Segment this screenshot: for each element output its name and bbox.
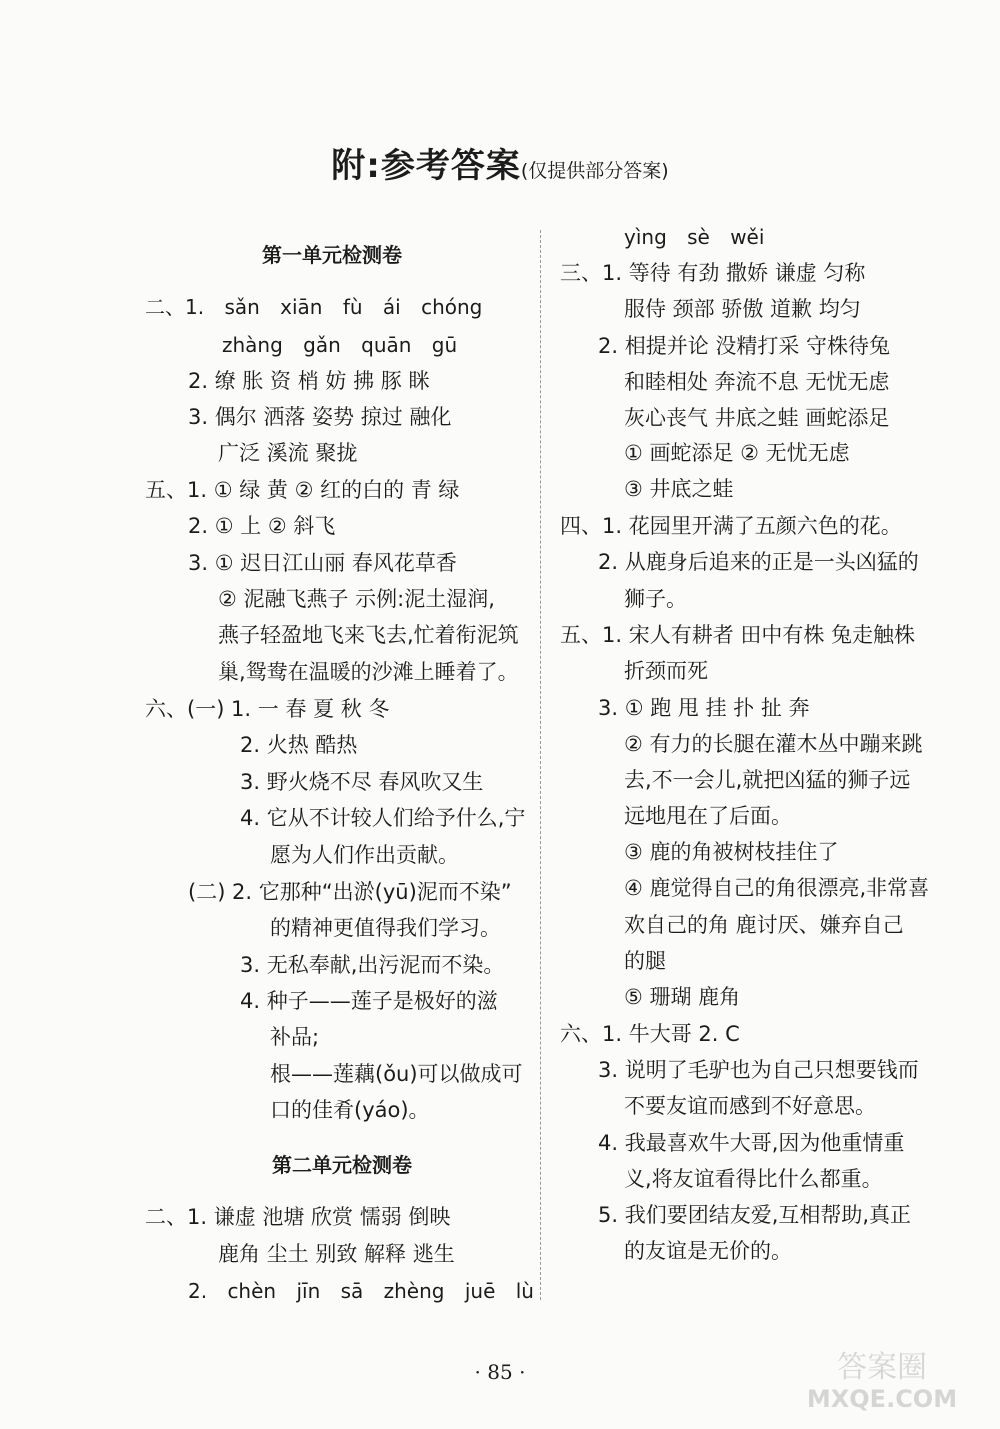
page-title	[0, 138, 1000, 187]
right-answer-line: ⑤ 珊瑚 鹿角	[624, 985, 741, 1009]
left-answer-line: 燕子轻盈地飞来飞去,忙着衔泥筑	[218, 623, 519, 647]
left-answer-line: 二、1. 谦虚 池塘 欣赏 懦弱 倒映	[145, 1205, 451, 1229]
right-answer-line: 不要友谊而感到不好意思。	[624, 1094, 876, 1118]
left-answer-line: 口的佳肴(yáo)。	[270, 1098, 430, 1122]
left-answer-line: 补品;	[270, 1025, 320, 1049]
right-answer-line: yìng sè wěi	[624, 225, 765, 249]
left-answer-line: 五、1. ① 绿 黄 ② 红的白的 青 绿	[145, 478, 460, 502]
right-answer-line: 和睦相处 奔流不息 无忧无虑	[624, 370, 890, 394]
watermark-url: MXQE.COM	[806, 1385, 958, 1413]
right-answer-line: ④ 鹿觉得自己的角很漂亮,非常喜	[624, 876, 930, 900]
right-answer-line: 的腿	[624, 949, 666, 973]
left-answer-line: 六、(一) 1. 一 春 夏 秋 冬	[145, 697, 390, 721]
right-answer-line: 远地甩在了后面。	[624, 804, 792, 828]
right-answer-line: 三、1. 等待 有劲 撒娇 谦虚 匀称	[560, 261, 866, 285]
left-answer-line: zhàng gǎn quān gū	[222, 333, 458, 357]
left-answer-line: 二、1. sǎn xiān fù ái chóng	[145, 295, 483, 319]
left-answer-line: 2. chèn jīn sā zhèng juē lù	[188, 1279, 534, 1303]
left-answer-line: 巢,鸳鸯在温暖的沙滩上睡着了。	[218, 660, 519, 684]
right-answer-line: 五、1. 宋人有耕者 田中有株 兔走触株	[560, 623, 916, 647]
left-answer-line: 2. ① 上 ② 斜飞	[188, 514, 336, 538]
right-answer-line: 服侍 颈部 骄傲 道歉 均匀	[624, 297, 861, 321]
right-answer-line: ③ 井底之蛙	[624, 477, 734, 501]
left-answer-line: 2. 火热 酷热	[240, 733, 358, 757]
right-answer-line: 折颈而死	[624, 659, 708, 683]
left-answer-line: 3. ① 迟日江山丽 春风花草香	[188, 551, 457, 575]
left-answer-line: (二) 2. 它那种“出淤(yū)泥而不染”	[188, 880, 512, 904]
answer-subheading: (仅提供部分答案)	[520, 160, 669, 182]
left-section-heading: 第一单元检测卷	[262, 243, 402, 267]
right-answer-line: 义,将友谊看得比什么都重。	[624, 1167, 883, 1191]
right-answer-line: 去,不一会儿,就把凶猛的狮子远	[624, 768, 911, 792]
right-answer-line: 2. 相提并论 没精打采 守株待兔	[598, 334, 891, 358]
right-answer-line: 2. 从鹿身后追来的正是一头凶猛的	[598, 550, 919, 574]
right-answer-line: 3. ① 跑 甩 挂 扑 扯 奔	[598, 696, 810, 720]
left-answer-line: 广泛 溪流 聚拢	[218, 441, 358, 465]
right-answer-line: ② 有力的长腿在灌木丛中蹦来跳	[624, 732, 923, 756]
right-answer-line: ③ 鹿的角被树枝挂住了	[624, 840, 839, 864]
left-answer-line: 愿为人们作出贡献。	[270, 843, 459, 867]
right-answer-line: 四、1. 花园里开满了五颜六色的花。	[560, 514, 902, 538]
left-answer-line: 3. 无私奉献,出污泥而不染。	[240, 953, 505, 977]
right-answer-line: 灰心丧气 井底之蛙 画蛇添足	[624, 406, 890, 430]
column-divider	[540, 230, 541, 1300]
right-answer-line: 3. 说明了毛驴也为自己只想要钱而	[598, 1058, 919, 1082]
left-answer-line: 的精神更值得我们学习。	[270, 916, 501, 940]
left-answer-line: 鹿角 尘土 别致 解释 逃生	[218, 1242, 455, 1266]
left-answer-line: 4. 种子——莲子是极好的滋	[240, 989, 498, 1013]
right-answer-line: 欢自己的角 鹿讨厌、嫌弃自己	[624, 913, 904, 937]
watermark-text: 答案圈	[837, 1350, 927, 1385]
right-answer-line: 5. 我们要团结友爱,互相帮助,真正	[598, 1203, 912, 1227]
watermark-logo	[782, 1345, 982, 1415]
left-answer-line: 3. 野火烧不尽 春风吹又生	[240, 770, 484, 794]
left-answer-line: 3. 偶尔 洒落 姿势 掠过 融化	[188, 405, 452, 429]
right-answer-line: 六、1. 牛大哥 2. C	[560, 1022, 740, 1046]
right-answer-line: 狮子。	[624, 587, 687, 611]
left-section-heading: 第二单元检测卷	[272, 1153, 412, 1177]
right-answer-line: ① 画蛇添足 ② 无忧无虑	[624, 441, 850, 465]
left-answer-line: 根——莲藕(ǒu)可以做成可	[270, 1062, 523, 1086]
right-answer-line: 的友谊是无价的。	[624, 1239, 792, 1263]
right-answer-line: 4. 我最喜欢牛大哥,因为他重情重	[598, 1131, 905, 1155]
left-answer-line: 4. 它从不计较人们给予什么,宁	[240, 806, 526, 830]
page-number: · 85 ·	[474, 1360, 526, 1384]
left-answer-line: ② 泥融飞燕子 示例:泥土湿润,	[218, 587, 495, 611]
left-answer-line: 2. 缭 胀 资 梢 妨 拂 豚 眯	[188, 369, 430, 393]
answer-heading: 附:参考答案	[331, 146, 521, 186]
